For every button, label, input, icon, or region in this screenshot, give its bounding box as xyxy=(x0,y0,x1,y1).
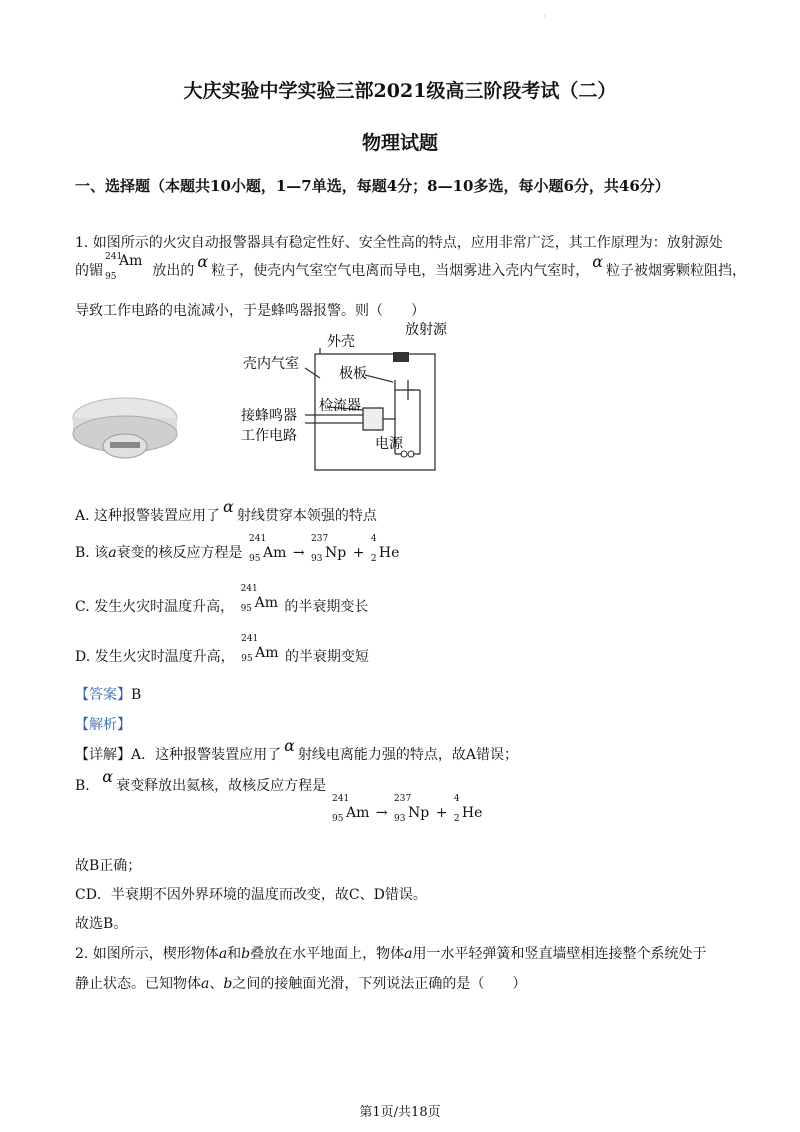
section-heading: 一、选择题（本题共10小题，1—7单选，每题4分；8—10多选，每小题6分，共46分） xyxy=(75,177,670,195)
q1-line3: 导致工作电路的电流减小，于是蜂鸣器报警。则（ ） xyxy=(75,303,425,319)
answer-line: 【答案】B xyxy=(75,687,142,703)
analysis-label: 【解析】 xyxy=(75,717,131,733)
q1-line2: 的镅 241 95 Am放出的 α 粒子，使壳内气室空气电离而导电，当烟雾进入壳内气室时， α 粒子被烟雾颗粒阻挡， xyxy=(75,252,747,282)
option-b: B. 该a衰变的核反应方程是 241 95 Am → 237 93 Np + 4 2 He xyxy=(75,534,400,564)
alarm-circuit-diagram xyxy=(235,320,470,480)
label-chamber: 壳内气室 xyxy=(243,356,299,372)
label-detector: 检流器 xyxy=(319,398,361,414)
page-footer: 第1页/共18页 xyxy=(359,1105,441,1120)
detail-line2: B． α 衰变释放出氦核，故核反应方程是 xyxy=(75,767,327,794)
detail-line3: 故B正确； xyxy=(75,858,142,874)
label-buzzer2: 工作电路 xyxy=(241,428,297,444)
page-mark: · xyxy=(543,12,546,21)
label-source: 放射源 xyxy=(405,322,447,338)
q2-line1: 2. 如图所示，楔形物体a和b叠放在水平地面上，物体a用一水平轻弹簧和竖直墙壁相连接整个系统处于 xyxy=(75,946,707,962)
label-buzzer1: 接蜂鸣器 xyxy=(241,408,297,424)
option-a: A. 这种报警装置应用了 α 射线贯穿本领强的特点 xyxy=(75,497,377,524)
label-shell: 外壳 xyxy=(327,334,355,350)
q2-line2: 静止状态。已知物体a、b之间的接触面光滑，下列说法正确的是（ ） xyxy=(75,976,527,992)
reaction-equation: 241 95 Am → 237 93 Np + 4 2 He xyxy=(332,794,483,824)
detail-line1: 【详解】A．这种报警装置应用了 α 射线电离能力强的特点，故A错误； xyxy=(75,736,519,763)
option-d: D. 发生火灾时温度升高， 241 95 Am 的半衰期变短 xyxy=(75,634,369,665)
q1-line1: 1. 如图所示的火灾自动报警器具有稳定性好、安全性高的特点，应用非常广泛，其工作原理为：放射源处 xyxy=(75,235,723,251)
option-c: C. 发生火灾时温度升高， 241 95 Am 的半衰期变长 xyxy=(75,584,369,615)
detail-line5: 故选B。 xyxy=(75,916,128,932)
label-power: 电源 xyxy=(375,436,403,452)
am-nuclide: 241 95 Am xyxy=(105,252,143,282)
page-subtitle: 物理试题 xyxy=(361,132,438,154)
page-title: 大庆实验中学实验三部2021级高三阶段考试（二） xyxy=(183,80,617,102)
smoke-detector-image xyxy=(70,388,180,468)
detail-line4: CD．半衰期不因外界环境的温度而改变，故C、D错误。 xyxy=(75,887,427,903)
label-plate: 极板 xyxy=(339,366,367,382)
